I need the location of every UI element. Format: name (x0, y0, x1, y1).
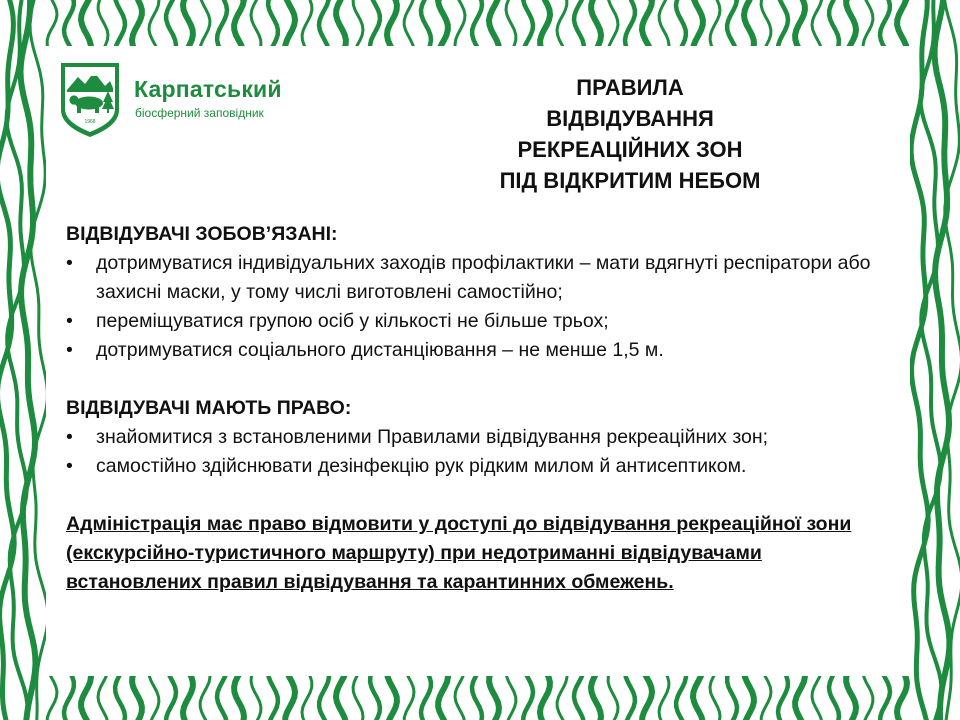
border-stripe (370, 0, 380, 50)
border-stripe (897, 0, 907, 50)
border-stripe (608, 672, 618, 720)
border-stripe (455, 672, 465, 720)
list-item (66, 336, 902, 365)
border-stripe (642, 672, 652, 720)
border-stripe (744, 672, 754, 720)
border-stripe (863, 672, 873, 720)
bullet: • (66, 252, 73, 274)
administration-notice: Адміністрація має право відмовити у доступі до відвідування рекреаційної зони (екскурсійно-туристичного маршруту) при недотриманні відвідувачами встановлених правил відвідування та карантинних обмежень. (66, 513, 852, 593)
border-stripe (523, 672, 533, 720)
border-stripe (795, 672, 805, 720)
border-stripe (880, 0, 890, 50)
border-stripe (302, 0, 312, 50)
border-stripe (438, 672, 448, 720)
border-stripe (846, 672, 856, 720)
border-stripe (846, 0, 856, 50)
border-stripe (64, 0, 74, 50)
border-stripe (21, 0, 36, 720)
border-stripe (778, 0, 788, 50)
border-stripe (98, 0, 108, 50)
list-item (66, 249, 902, 307)
border-stripe (166, 672, 176, 720)
border-stripe (540, 0, 550, 50)
border-stripe (81, 0, 91, 50)
border-stripe (829, 0, 839, 50)
border-stripe (217, 0, 227, 50)
obligations-heading: ВІДВІДУВАЧІ ЗОБОВ’ЯЗАНІ: (66, 223, 338, 245)
border-stripe (506, 0, 516, 50)
border-stripe (693, 0, 703, 50)
border-stripe (710, 672, 720, 720)
border-stripe (404, 672, 414, 720)
border-stripe (455, 0, 465, 50)
border-stripe (676, 672, 686, 720)
title-line: ПРАВИЛА (576, 75, 684, 100)
border-stripe (489, 0, 499, 50)
border-stripe (557, 672, 567, 720)
border-stripe (935, 0, 950, 720)
title-line: ПІД ВІДКРИТИМ НЕБОМ (499, 168, 761, 193)
border-stripe (472, 672, 482, 720)
border-stripe (642, 0, 652, 50)
founded-year: 1968 (84, 119, 96, 125)
list-item-text: переміщуватися групою осіб у кількості не більше трьох; (96, 310, 609, 332)
border-stripe (370, 672, 380, 720)
border-stripe (234, 672, 244, 720)
border-stripe (676, 0, 686, 50)
border-stripe (404, 0, 414, 50)
border-stripe (200, 672, 210, 720)
border-stripe (761, 0, 771, 50)
border-stripe (132, 0, 142, 50)
border-stripe (64, 672, 74, 720)
border-stripe (47, 672, 57, 720)
border-stripe (421, 672, 431, 720)
border-stripe (727, 672, 737, 720)
border-stripe (591, 672, 601, 720)
border-stripe (489, 672, 499, 720)
border-stripe (81, 672, 91, 720)
rights-list (66, 423, 902, 481)
obligations-list (66, 249, 902, 365)
border-stripe (625, 0, 635, 50)
border-stripe (115, 672, 125, 720)
border-stripe (761, 672, 771, 720)
brand-name: Карпатський (134, 76, 282, 102)
shield-bear-logo-icon (58, 60, 122, 140)
border-stripe (659, 0, 669, 50)
border-stripe (795, 0, 805, 50)
title-line: РЕКРЕАЦІЙНИХ ЗОН (517, 137, 743, 162)
border-stripe (200, 0, 210, 50)
border-stripe (217, 672, 227, 720)
border-stripe (336, 0, 346, 50)
border-stripe (812, 672, 822, 720)
bullet: • (66, 455, 73, 477)
border-stripe (659, 672, 669, 720)
title-line: ВІДВІДУВАННЯ (546, 106, 714, 131)
brand-subtitle: біосферний заповідник (135, 106, 264, 120)
border-stripe (285, 0, 295, 50)
spacer (66, 481, 902, 510)
border-stripe (727, 0, 737, 50)
spacer (66, 365, 902, 394)
border-stripe (115, 0, 125, 50)
border-stripe (778, 672, 788, 720)
border-stripe (353, 0, 363, 50)
border-stripe (387, 672, 397, 720)
list-item (66, 452, 902, 481)
border-stripe (863, 0, 873, 50)
border-stripe (472, 0, 482, 50)
border-stripe (166, 0, 176, 50)
border-stripe (149, 672, 159, 720)
rules-content (66, 220, 902, 597)
list-item-text: самостійно здійснювати дезінфекцію рук рідким милом й антисептиком. (96, 455, 747, 477)
border-stripe (540, 672, 550, 720)
border-stripe (47, 0, 57, 50)
border-stripe (693, 672, 703, 720)
border-stripe (319, 0, 329, 50)
border-stripe (183, 672, 193, 720)
border-stripe (710, 0, 720, 50)
border-stripe (251, 672, 261, 720)
border-stripe (336, 672, 346, 720)
border-stripe (574, 672, 584, 720)
bullet: • (66, 339, 73, 361)
list-item-text: дотримуватися соціального дистанціювання – не менше 1,5 м. (96, 339, 664, 361)
border-stripe (921, 0, 942, 720)
border-stripe (897, 672, 907, 720)
border-stripe (132, 672, 142, 720)
bullet: • (66, 426, 73, 448)
border-stripe (251, 0, 261, 50)
border-stripe (149, 0, 159, 50)
border-stripe (557, 0, 567, 50)
border-stripe (421, 0, 431, 50)
border-stripe (812, 0, 822, 50)
list-item (66, 307, 902, 336)
border-stripe (574, 0, 584, 50)
bullet: • (66, 310, 73, 332)
list-item (66, 423, 902, 452)
border-stripe (353, 672, 363, 720)
border-stripe (523, 0, 533, 50)
border-stripe (302, 672, 312, 720)
border-stripe (591, 0, 601, 50)
reserve-logo (58, 60, 348, 142)
border-stripe (625, 672, 635, 720)
border-stripe (387, 0, 397, 50)
list-item-text: знайомитися з встановленими Правилами відвідування рекреаційних зон; (96, 426, 769, 448)
border-stripe (506, 672, 516, 720)
border-stripe (744, 0, 754, 50)
border-stripe (880, 672, 890, 720)
border-stripe (98, 672, 108, 720)
list-item-text: дотримуватися індивідуальних заходів профілактики – мати вдягнуті респіратори або захисні маски, у тому числі виготовлені самостійно; (96, 252, 871, 303)
border-stripe (285, 672, 295, 720)
border-stripe (319, 672, 329, 720)
border-stripe (608, 0, 618, 50)
border-stripe (268, 0, 278, 50)
page-title (430, 72, 830, 196)
border-stripe (183, 0, 193, 50)
border-stripe (829, 672, 839, 720)
border-stripe (438, 0, 448, 50)
border-stripe (268, 672, 278, 720)
border-stripe (234, 0, 244, 50)
rights-heading: ВІДВІДУВАЧІ МАЮТЬ ПРАВО: (66, 397, 352, 419)
